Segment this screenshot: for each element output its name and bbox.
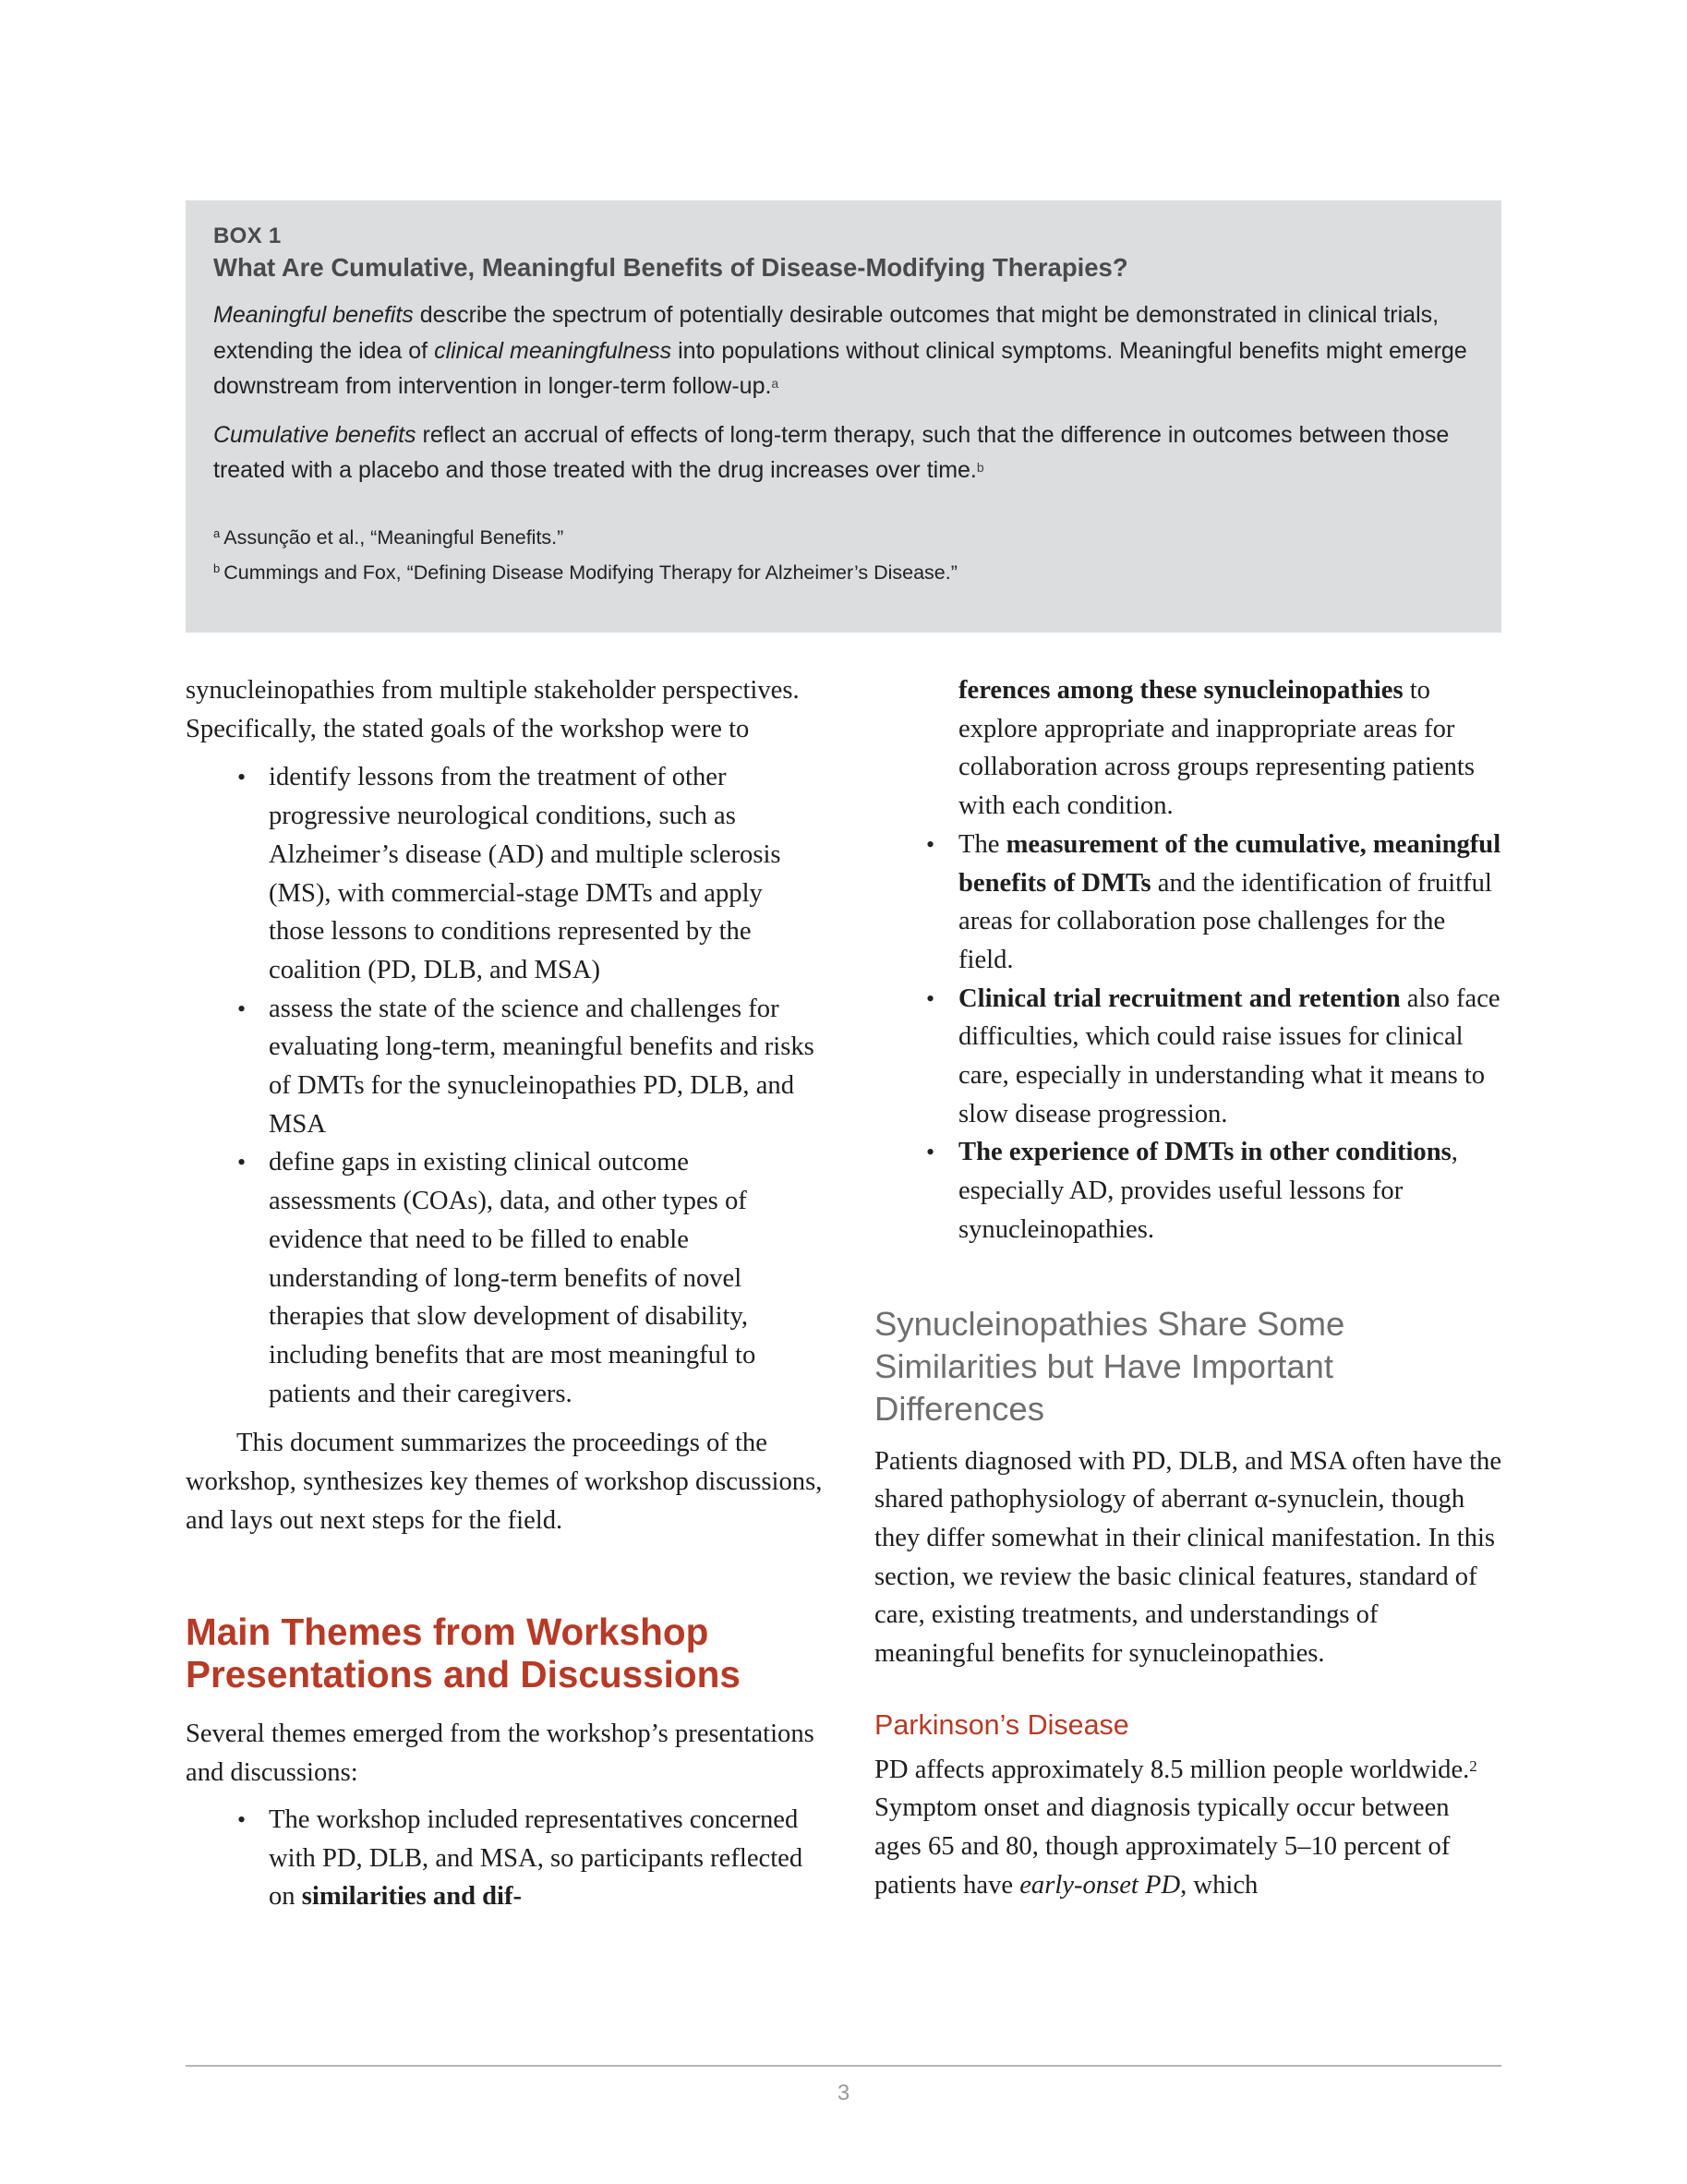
pd-paragraph <box>874 1751 1502 1905</box>
box-text: reflect an accrual of effects of long-term therapy, such that the difference in outcomes between those treated with a placebo and those treated with the drug increases over time. <box>213 421 1450 483</box>
list-item: • define gaps in existing clinical outcome assessments (COAs), data, and other types of evidence that need to be filled to enable understanding of long-term benefits of novel therapies that slow development of disability, including benefits that are most meaningful to patients and their caregivers. <box>186 1143 823 1413</box>
subheading-parkinsons-disease: Parkinson’s Disease <box>874 1708 1129 1741</box>
section-heading-synucleinopathies: Synucleinopathies Share Some Similarities but Have Important Differences <box>874 1304 1345 1428</box>
intro-paragraph: synucleinopathies from multiple stakeholder perspectives. Specifically, the stated goals of the workshop were to <box>186 676 800 743</box>
list-item: • identify lessons from the treatment of other progressive neurological conditions, such as Alzheimer’s disease (AD) and multiple sclerosis (MS), with commercial-stage DMTs and apply those lessons to conditions represented by the coalition (PD, DLB, and MSA) <box>186 758 823 989</box>
footnote-text: Assunção et al., “Meaningful Benefits.” <box>223 525 564 549</box>
footer-divider <box>186 2065 1501 2067</box>
box-title: What Are Cumulative, Meaningful Benefits of Disease-Modifying Therapies? <box>213 253 1128 282</box>
theme-bold-text: The experience of DMTs in other conditions <box>958 1138 1452 1167</box>
footnote-mark-a[interactable]: a <box>771 376 779 391</box>
box-1-sidebar <box>186 200 1501 633</box>
themes-intro-paragraph: Several themes emerged from the workshop’s presentations and discussions: <box>186 1719 814 1788</box>
theme-text: The <box>958 829 1006 859</box>
reference-mark[interactable]: 2 <box>1469 1756 1477 1775</box>
term-meaningful-benefits: Meaningful benefits <box>213 302 414 328</box>
italic-clinical-meaningfulness: clinical meaningfulness <box>434 337 672 364</box>
footnote-mark-b[interactable]: b <box>976 460 984 475</box>
theme-text: and the identification of fruitful areas for collaboration pose challenges for the field. <box>958 868 1492 974</box>
section-paragraph: Patients diagnosed with PD, DLB, and MSA often have the shared pathophysiology of aberrant α-synuclein, though they differ somewhat in their clinical manifestation. In this section, we review the basic clinical features, standard of care, existing treatments, and understandings of meaningful benefits for synucleinopathies. <box>874 1446 1502 1669</box>
theme-bold-text: Clinical trial recruitment and retention <box>958 983 1401 1013</box>
box-footnote <box>213 555 1474 590</box>
list-item <box>874 826 1502 980</box>
list-item <box>874 1133 1502 1249</box>
pd-text: Symptom onset and diagnosis typically occur between ages 65 and 80, though approximately 5–10 percent of patients have <box>874 1793 1451 1900</box>
box-text: describe the spectrum of potentially desirable outcomes that might be demonstrated in clinical trials, extending the idea of <box>213 302 1440 364</box>
themes-list <box>186 1801 823 1916</box>
pd-text: , which <box>1180 1870 1259 1900</box>
list-item <box>874 980 1502 1134</box>
box-footnote <box>213 520 1474 555</box>
term-cumulative-benefits: Cumulative benefits <box>213 421 416 448</box>
footnote-label: b <box>213 561 221 575</box>
left-column <box>186 671 823 1916</box>
box-footnotes <box>213 520 1474 590</box>
page-number: 3 <box>837 2081 850 2106</box>
right-column <box>874 671 1502 1905</box>
box-paragraph-cumulative <box>213 417 1474 489</box>
theme-bold-text: similarities and dif- <box>301 1882 523 1912</box>
theme-text: to explore appropriate and inappropriate areas for collaboration across groups representing patients with each condition. <box>958 676 1476 821</box>
list-item-continuation <box>874 671 1502 826</box>
themes-list-continued <box>874 826 1502 1249</box>
workshop-goals-list <box>186 758 823 1413</box>
summary-paragraph: This document summarizes the proceedings of the workshop, synthesizes key themes of workshop discussions, and lays out next steps for the field. <box>186 1429 823 1535</box>
theme-text: The workshop included representatives concerned with PD, DLB, and MSA, so participants reflected on <box>269 1804 803 1912</box>
box-label: BOX 1 <box>213 223 282 248</box>
theme-text: also face difficulties, which could raise issues for clinical care, especially in understanding what it means to slow disease progression. <box>958 983 1500 1128</box>
list-item: • assess the state of the science and challenges for evaluating long-term, meaningful benefits and risks of DMTs for the synucleinopathies PD, DLB, and MSA <box>186 990 823 1144</box>
list-item <box>186 1801 823 1916</box>
theme-text: , especially AD, provides useful lessons for synucleinopathies. <box>958 1138 1458 1244</box>
box-text: into populations without clinical symptoms. Meaningful benefits might emerge downstream from intervention in longer-term follow-up. <box>213 337 1467 399</box>
italic-early-onset-pd: early-onset PD <box>1019 1870 1181 1900</box>
pd-text: PD affects approximately 8.5 million people worldwide. <box>874 1755 1470 1784</box>
footnote-label: a <box>213 525 221 540</box>
theme-bold-text: measurement of the cumulative, meaningful benefits of DMTs <box>958 829 1501 898</box>
theme-bold-text: ferences among these synucleinopathies <box>958 676 1404 705</box>
section-heading-main-themes: Main Themes from Workshop Presentations and Discussions <box>186 1611 741 1696</box>
footnote-text: Cummings and Fox, “Defining Disease Modifying Therapy for Alzheimer’s Disease.” <box>223 561 958 584</box>
box-paragraph-meaningful <box>213 297 1474 404</box>
